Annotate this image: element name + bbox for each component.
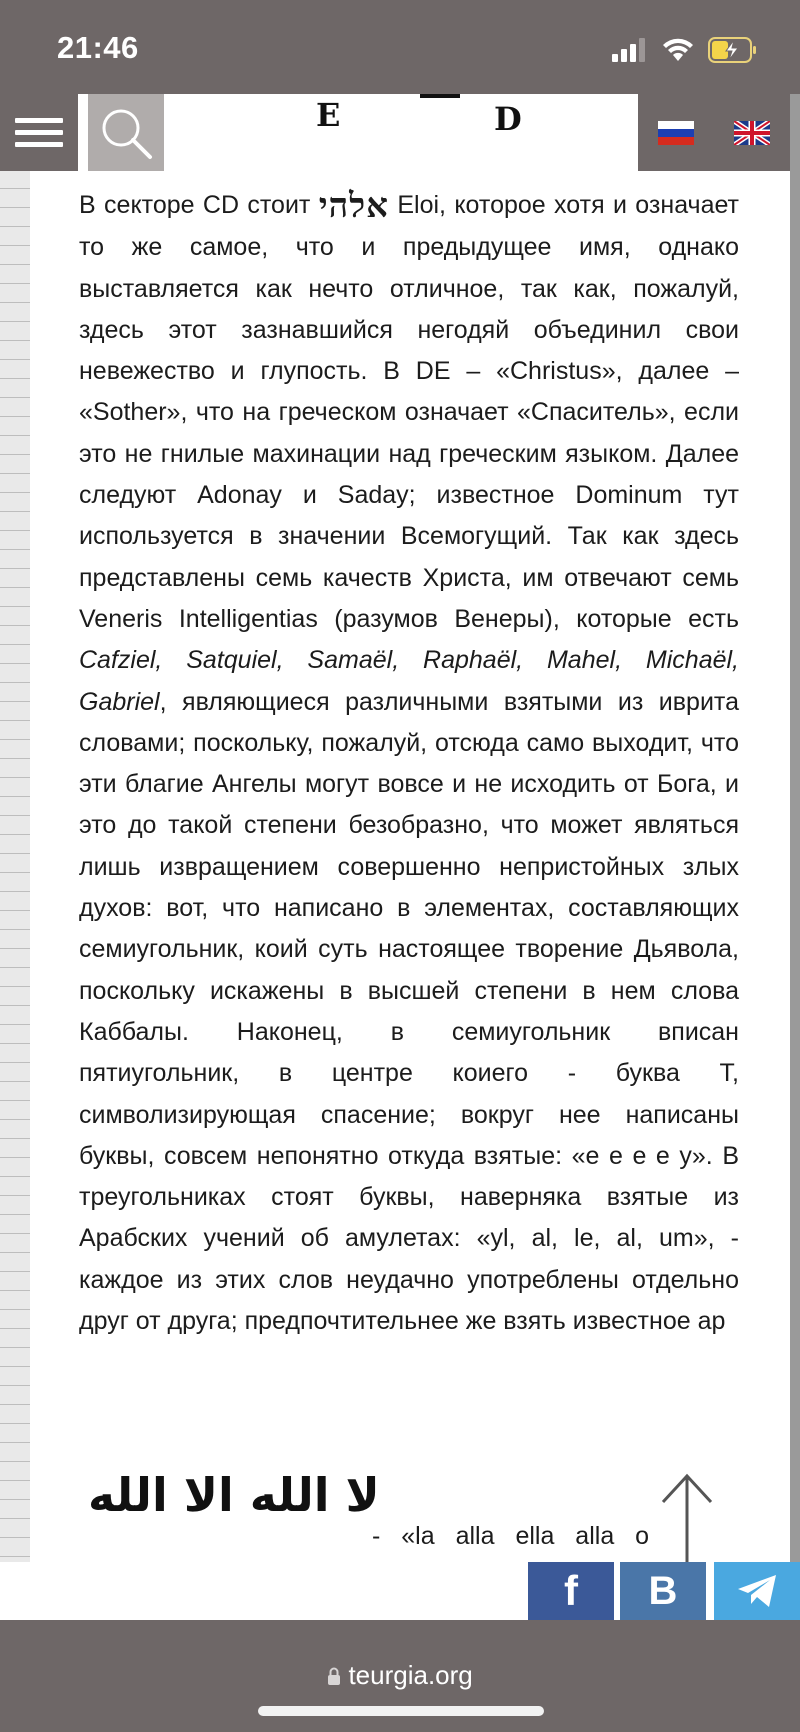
vk-share-button[interactable]: [620, 1562, 706, 1620]
url-text: teurgia.org: [348, 1660, 473, 1690]
hamburger-icon: [15, 118, 63, 123]
url-display: [0, 1660, 800, 1691]
facebook-share-button[interactable]: [528, 1562, 614, 1620]
browser-address-bar[interactable]: [0, 1620, 800, 1732]
article-intro: В секторе CD стоит: [79, 191, 311, 219]
article-paragraph-2: , являющиеся различными взятыми из иврита словами; поскольку, пожалуй, отсюда само выходит, что эти благие Ангелы могут вовсе и не исходить от Бога, и это до такой степени безобразно, что может являться лишь извращением совершенно непристойных злых духов: вот, что написано в элементах, составляющих семиугольник, коий суть настоящее творение Дьявола, поскольку искажены в высшей степени в нем слова Каббалы. Наконец, в семиугольник вписан пятиугольник, в центре коиего - буква T, символизирующая спасение; вокруг нее написаны буквы, совсем непонятно откуда взятые: «e e e e y». В треугольниках стоят буквы, наверняка взятые из Арабских учений об амулетах: «yl, al, le, al, um», - каждое из этих слов неудачно употреблены отдельно друг от друга; предпочтительнее же взять известное ар: [79, 687, 739, 1336]
home-indicator[interactable]: [258, 1706, 544, 1716]
diagram-line: [420, 94, 460, 98]
vk-icon: B: [648, 1568, 678, 1613]
article-paragraph-1: Eloi, которое хотя и означает то же самое, что и предыдущее имя, однако выставляется как нечто отличное, так как, пожалуй, здесь этот зазнавшийся негодяй объединил свои невежество и глупость. В DE – «Christus», далее – «Sother», что на греческом означает «Спаситель», если это не гнилые махинации над греческим языком. Далее следуют Adonay и Saday; известное Dominum тут используется в значении Всемогущий. Так как здесь представлены семь качеств Христа, им отвечают семь Veneris Intelligentias (разумов Венеры), которые есть: [79, 191, 740, 633]
scan-edge-right: [790, 94, 800, 1562]
status-bar: [0, 0, 800, 94]
diagram-fragment: [310, 94, 590, 154]
menu-button[interactable]: [0, 94, 78, 171]
arabic-calligraphy: لا الله الا الله: [88, 1468, 380, 1522]
search-icon: [98, 105, 154, 161]
battery-icon: [708, 37, 758, 63]
telegram-share-button[interactable]: [714, 1562, 800, 1620]
diagram-letter-d: D: [494, 100, 522, 138]
russian-flag-icon[interactable]: [658, 121, 694, 145]
search-button[interactable]: [88, 94, 164, 171]
language-switcher: [638, 94, 790, 171]
wifi-icon: [662, 38, 694, 62]
lock-icon: [327, 1667, 341, 1685]
scroll-to-top-button[interactable]: [655, 1470, 720, 1565]
status-icons: [612, 34, 758, 66]
arabic-transliteration: - «la alla ella alla o: [372, 1522, 650, 1550]
facebook-icon: f: [564, 1567, 578, 1614]
uk-flag-icon[interactable]: [734, 121, 770, 145]
arrow-up-icon: [655, 1470, 720, 1565]
diagram-letter-e: E: [316, 96, 341, 134]
share-bar: [0, 1562, 800, 1620]
article-text: [79, 185, 739, 1342]
angel-names: Cafziel, Satquiel, Samaël, Raphaël, Mahel, Michaël, Gabriel: [79, 646, 739, 716]
scan-edge-left: [0, 94, 31, 1562]
status-time: 21:46: [57, 30, 139, 65]
hebrew-word: אלהי: [318, 186, 389, 226]
signal-icon: [612, 38, 648, 62]
paper-plane-icon: [736, 1573, 778, 1609]
